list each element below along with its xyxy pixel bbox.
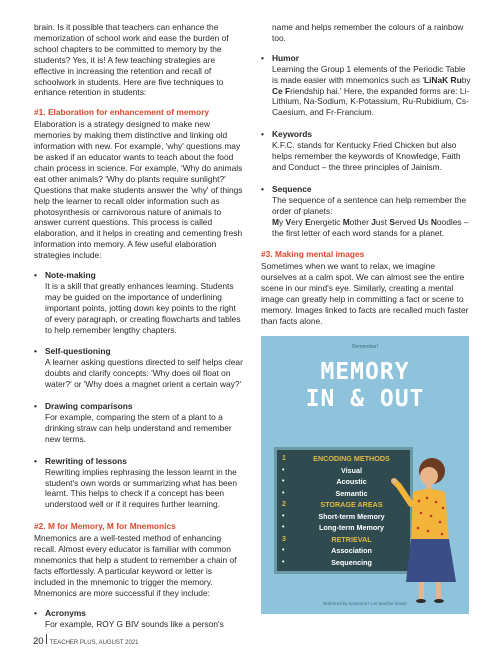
board-text: Acoustic	[336, 477, 367, 486]
sequence-text-end: – the first letter of each word stands for a planet.	[272, 216, 469, 238]
board-text: RETRIEVAL	[331, 534, 372, 544]
bullet-icon: •	[34, 270, 37, 281]
list-item-self-questioning	[34, 346, 245, 390]
list-item-note-making	[34, 270, 245, 335]
section-heading-mnemonics: #2. M for Memory, M for Mnemonics	[34, 521, 176, 532]
list-item-text: Rewriting implies rephrasing the lesson learnt in the student's own words or summarizing what has been learnt. This helps to check if a concept has been understood well or if it requires further learning.	[45, 466, 237, 510]
board-text: Semantic	[335, 488, 368, 498]
poster-title-line1: MEMORY	[320, 359, 410, 385]
mnemonics-list-continued	[261, 53, 472, 239]
elaboration-strategies-list	[34, 270, 245, 510]
mental-images-paragraph: Sometimes when we want to relax, we imagine ourselves at a calm spot. We can almost see the entire scene in our mind's eye. Similarly, creating a mental image can greatly help in committing a fact or scene to memory. Images linked to facts are recalled much faster than facts alone.	[261, 261, 469, 326]
section-heading-elaboration: #1. Elaboration for enhancement of memory	[34, 107, 209, 118]
sequence-text-start: The sequence of a sentence can help remember the order of planets:	[272, 194, 467, 216]
mnemonic-word: Noodles	[430, 216, 462, 227]
board-text: STORAGE AREAS	[320, 500, 383, 509]
list-item-text: K.F.C. stands for Kentucky Fried Chicken but also helps remember the keywords of Knowledge, Faith and Conduct – the three principles of Jainism.	[272, 140, 461, 172]
board-marker: 1	[282, 455, 286, 462]
poster-footnote: Bothered by someone? Let teacher know!	[323, 601, 407, 606]
section-heading-mental-images: #3. Making mental images	[261, 249, 365, 260]
list-item-drawing-comparisons	[34, 401, 245, 445]
list-item-text: A learner asking questions directed to self helps clear doubts and clarify concepts: 'Why does oil float on water?' or 'Why does a magnet orient a certain way?'	[45, 357, 243, 390]
list-item-title: Keywords	[272, 129, 313, 140]
list-item-title: Note-making	[45, 270, 96, 281]
mnemonic-f: F	[285, 85, 291, 96]
list-item-rewriting-lessons	[34, 456, 245, 511]
left-column	[34, 22, 245, 640]
mnemonic-ce: Ce	[272, 85, 283, 96]
acronyms-continuation: name and helps remember the colours of a rainbow too.	[272, 22, 464, 43]
mnemonics-list	[34, 608, 245, 630]
mnemonic-word: My	[272, 216, 284, 227]
board-marker: •	[282, 512, 285, 520]
mnemonic-riendship: riendship hai.'	[290, 85, 342, 96]
elaboration-paragraph: Elaboration is a strategy designed to make new memories by making them distinctive and linking old information with new. For example, 'why' questions may be asked if an educator wants to teach about the food chain process in science. For example, 'Why do animals eat other animals? 'Why do plants require sunlight?' Questions that make students answer the 'why' of things help the learner to recall older information such as photosynthesis or carnivorous nature of animals to answer current questions. This process is called elaboration, and it helps in creating and cementing fresh information into memory. A few useful elaboration strategies include:	[34, 119, 243, 261]
mnemonic-word: Very	[285, 216, 303, 227]
board-marker: 3	[282, 535, 286, 543]
mnemonic-na: Na	[431, 74, 443, 85]
list-item-humor	[261, 53, 472, 118]
board-marker: •	[282, 524, 285, 531]
list-item-title: Acronyms	[45, 607, 86, 618]
board-marker: •	[282, 466, 285, 474]
list-item-text	[272, 64, 472, 119]
list-item-text	[272, 195, 472, 239]
bullet-icon: •	[34, 346, 37, 357]
list-item-acronyms	[34, 608, 245, 630]
board-text: Visual	[340, 465, 363, 475]
board-marker: •	[282, 478, 285, 485]
bullet-icon: •	[261, 129, 264, 140]
page-number: 20	[33, 636, 44, 647]
mnemonic-word: Mother	[342, 216, 369, 227]
board-marker: •	[282, 547, 285, 554]
memory-poster	[261, 336, 469, 614]
list-item-title: Rewriting of lessons	[45, 455, 127, 466]
mnemonic-ru: Ru	[450, 74, 462, 85]
poster-title-line2: IN & OUT	[305, 386, 425, 412]
bullet-icon: •	[34, 401, 37, 412]
bullet-icon: •	[261, 52, 264, 63]
list-item-title: Humor	[272, 52, 299, 63]
list-item-text: For example, ROY G BIV sounds like a person's	[45, 618, 224, 629]
list-item-text: For example, comparing the stem of a plant to a drinking straw can help understand and remember new terms.	[45, 412, 232, 444]
board-marker: •	[282, 489, 285, 497]
board-marker: 2	[282, 501, 286, 508]
board-text: Long-term Memory	[318, 523, 385, 532]
board-marker: •	[282, 558, 285, 566]
bullet-icon: •	[34, 607, 37, 618]
mnemonic-word: Us	[418, 216, 429, 227]
board-text: ENCODING METHODS	[313, 454, 390, 463]
mnemonic-word: Served	[389, 216, 416, 227]
bullet-icon: •	[34, 455, 37, 466]
mnemonic-word: Just	[371, 216, 388, 227]
mnemonic-k: K	[442, 74, 449, 85]
teacher-illustration	[261, 336, 469, 614]
list-item-title: Self-questioning	[45, 346, 111, 357]
right-column	[261, 22, 472, 336]
bullet-icon: •	[261, 183, 264, 194]
publication-name: TEACHER PLUS, AUGUST 2021	[49, 640, 139, 646]
humor-text-end: Here, the expanded forms are: Li-Lithium, Na-Sodium, K-Potassium, Ru-Rubidium, Cs-Caesium, and Fr-Francium.	[272, 85, 470, 118]
humor-text-start: Learning the Group 1 elements of the Periodic Table is made easier with mnemonics such as '	[272, 63, 466, 85]
list-item-title: Sequence	[272, 183, 312, 194]
poster-remember-label: Remember!	[351, 344, 379, 350]
board-text: Short-term Memory	[318, 511, 385, 521]
board-text: Sequencing	[331, 557, 372, 567]
list-item-sequence	[261, 184, 472, 239]
page-footer	[33, 634, 139, 647]
mnemonic-li: Li	[423, 74, 432, 85]
board-text: Association	[331, 546, 372, 555]
mnemonic-word: Energetic	[305, 216, 341, 227]
intro-paragraph: brain. Is it possible that teachers can enhance the memorization of school work and ease the burden of school chapters to be committed to memory by the students? Yes, it is! A few teaching strategies are effective in increasing the retention and recall of schoolwork in students. Here are five techniques to enhance retention in students:	[34, 22, 229, 98]
mnemonic-by: by	[461, 74, 471, 85]
footer-divider	[46, 634, 47, 644]
list-item-title: Drawing comparisons	[45, 401, 133, 412]
list-item-keywords	[261, 129, 472, 173]
mnemonics-paragraph: Mnemonics are a well-tested method of enhancing recall. Almost every educator is familiar with common mnemonics that help a student to remember a chain of facts effortlessly. A particular keyword or letter is included in the mnemonic to trigger the memory. Mnemonics are more successful if they include:	[34, 533, 237, 598]
list-item-text: It is a skill that greatly enhances learning. Students may be guided on the importance of underlining important points, jotting down key points to the right of every paragraph, or creating flowcharts and tables to help remember lengthy chapters.	[45, 280, 241, 335]
planet-mnemonic	[272, 217, 462, 227]
